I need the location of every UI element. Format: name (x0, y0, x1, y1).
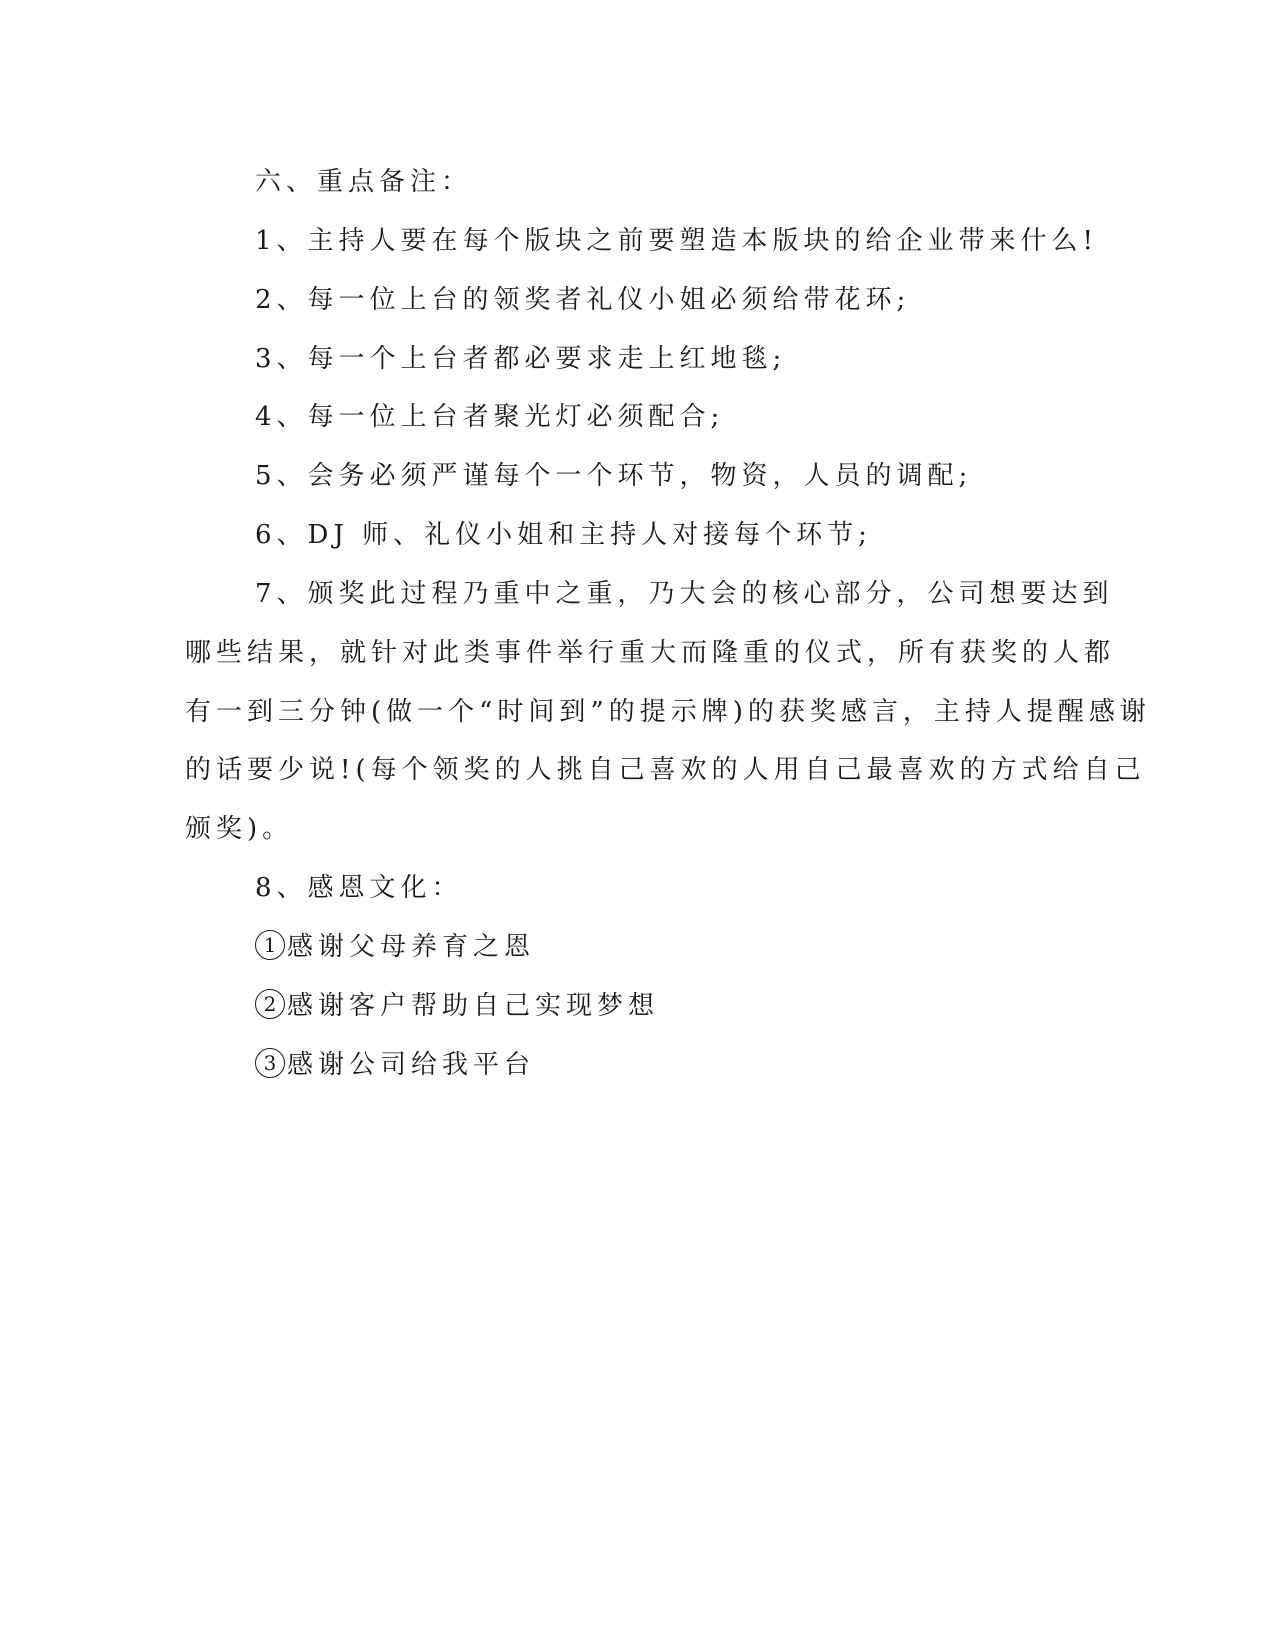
note-item-7-line-3: 有一到三分钟(做一个“时间到”的提示牌)的获奖感言，主持人提醒感谢 (185, 697, 1151, 727)
note-item-6: 6、DJ 师、礼仪小姐和主持人对接每个环节; (255, 520, 872, 550)
gratitude-item-3 (255, 1049, 535, 1081)
section-heading: 六、重点备注： (255, 167, 473, 197)
gratitude-text-1: 感谢父母养育之恩 (287, 932, 536, 962)
circled-number-3: 3 (255, 1048, 285, 1078)
note-item-7-line-4: 的话要少说!(每个领奖的人挑自己喜欢的人用自己最喜欢的方式给自己 (185, 755, 1146, 785)
note-item-7-line-1: 7、颁奖此过程乃重中之重，乃大会的核心部分，公司想要达到 (255, 579, 1114, 609)
gratitude-item-1 (255, 931, 535, 963)
note-item-7-line-5: 颁奖)。 (185, 814, 294, 844)
gratitude-text-2: 感谢客户帮助自己实现梦想 (287, 991, 660, 1021)
note-item-7-line-2: 哪些结果，就针对此类事件举行重大而隆重的仪式，所有获奖的人都 (185, 638, 1116, 668)
circled-number-1: 1 (255, 930, 285, 960)
gratitude-text-3: 感谢公司给我平台 (287, 1050, 536, 1080)
note-item-1: 1、主持人要在每个版块之前要塑造本版块的给企业带来什么! (255, 226, 1098, 256)
note-item-4: 4、每一位上台者聚光灯必须配合; (255, 402, 725, 432)
note-item-3: 3、每一个上台者都必要求走上红地毯; (255, 344, 787, 374)
note-item-8-heading: 8、感恩文化： (255, 873, 463, 903)
note-item-5: 5、会务必须严谨每个一个环节，物资，人员的调配; (255, 461, 973, 491)
note-item-2: 2、每一位上台的领奖者礼仪小姐必须给带花环; (255, 285, 911, 315)
gratitude-item-2 (255, 990, 659, 1022)
circled-number-2: 2 (255, 989, 285, 1019)
